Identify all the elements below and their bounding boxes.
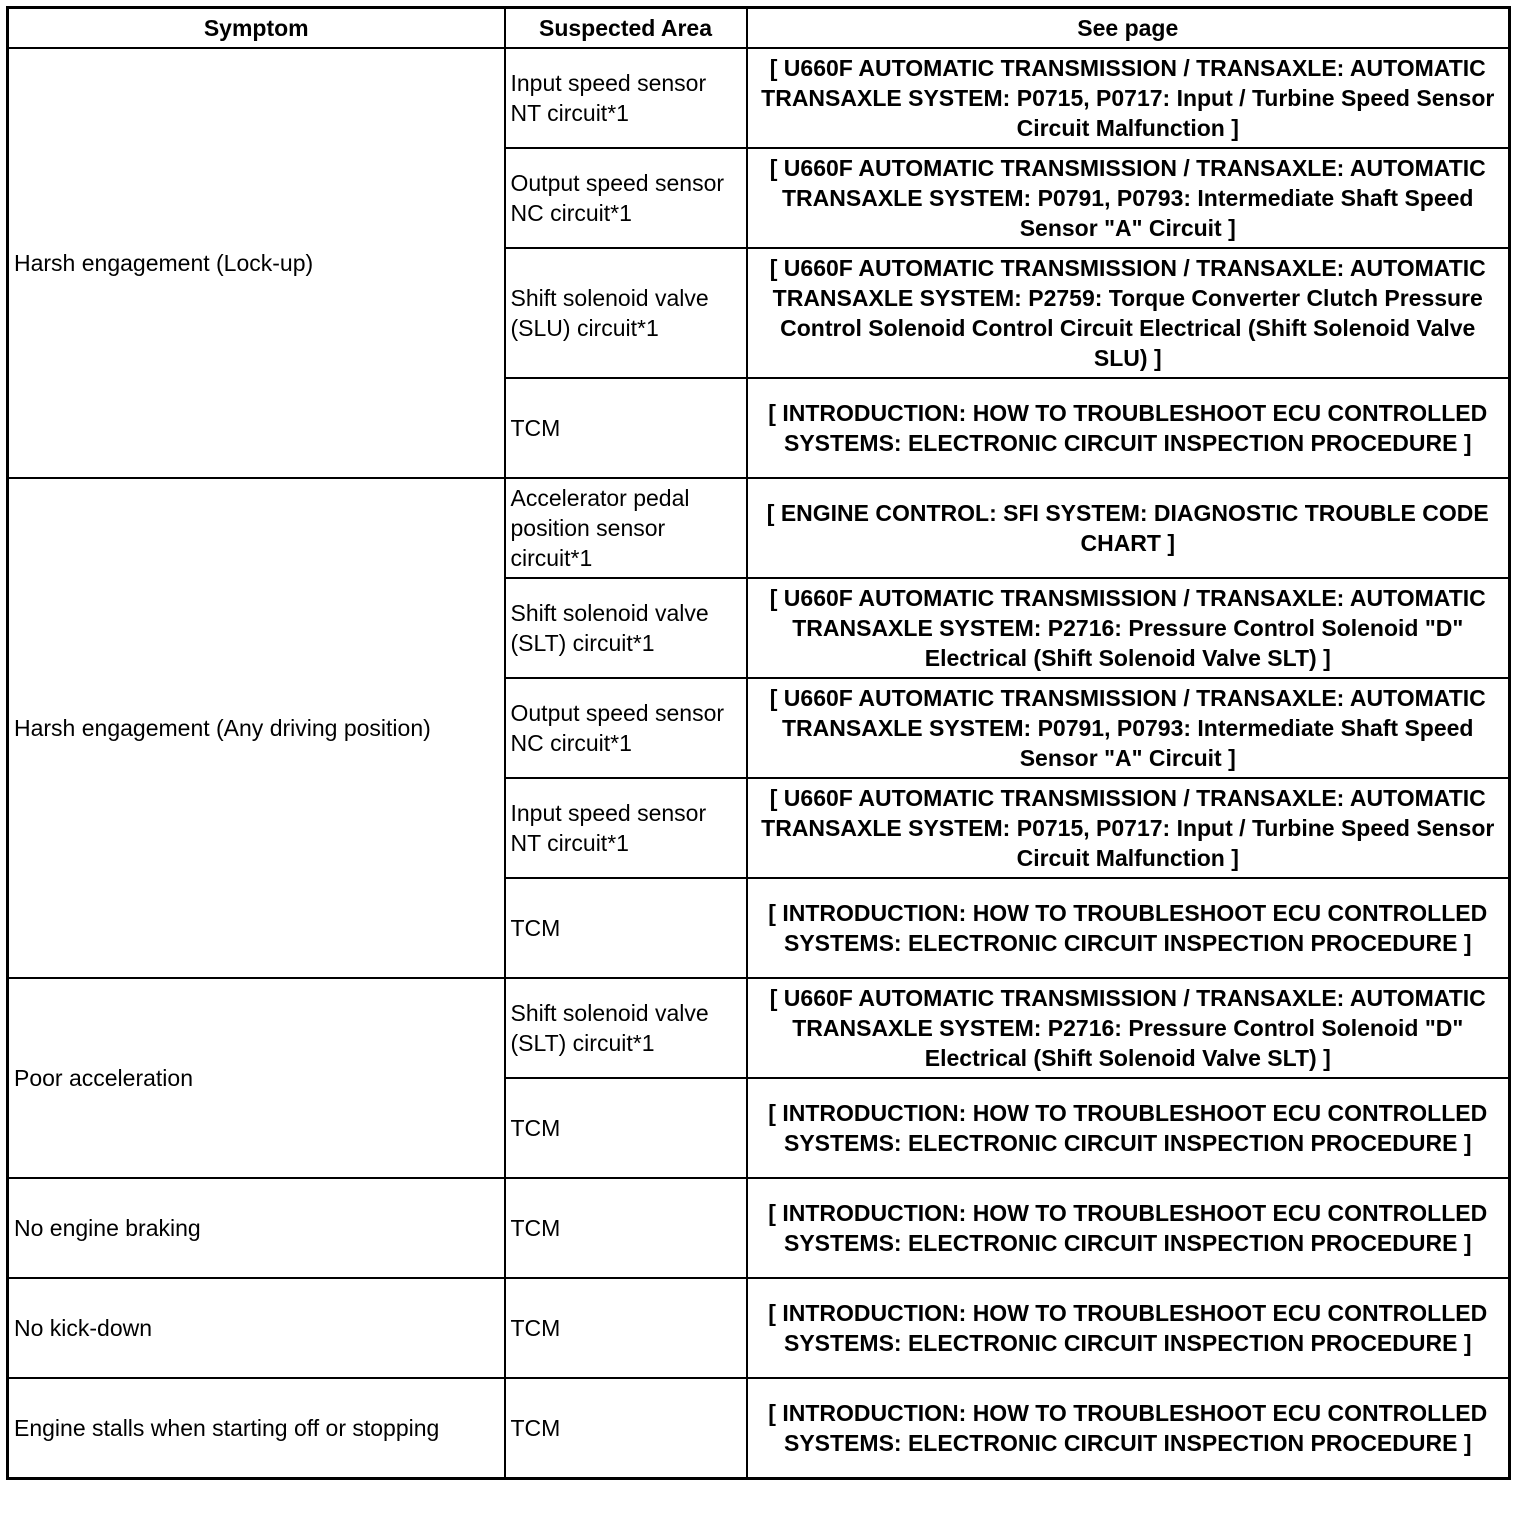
suspected-area-cell: TCM xyxy=(505,878,747,978)
table-row xyxy=(8,478,1510,578)
see-page-link[interactable]: [ INTRODUCTION: HOW TO TROUBLESHOOT ECU CONTROLLED SYSTEMS: ELECTRONIC CIRCUIT INSPECTION PROCEDURE ] xyxy=(747,1078,1510,1178)
see-page-link[interactable]: [ U660F AUTOMATIC TRANSMISSION / TRANSAXLE: AUTOMATIC TRANSAXLE SYSTEM: P0791, P0793: Intermediate Shaft Speed Sensor "A" Circuit ] xyxy=(747,678,1510,778)
symptom-table xyxy=(6,6,1511,1480)
header-see-page: See page xyxy=(747,8,1510,49)
see-page-link[interactable]: [ INTRODUCTION: HOW TO TROUBLESHOOT ECU CONTROLLED SYSTEMS: ELECTRONIC CIRCUIT INSPECTION PROCEDURE ] xyxy=(747,1178,1510,1278)
suspected-area-cell: Output speed sensor NC circuit*1 xyxy=(505,148,747,248)
suspected-area-cell: TCM xyxy=(505,1378,747,1479)
see-page-link[interactable]: [ U660F AUTOMATIC TRANSMISSION / TRANSAXLE: AUTOMATIC TRANSAXLE SYSTEM: P0715, P0717: Input / Turbine Speed Sensor Circuit Malfunction ] xyxy=(747,48,1510,148)
header-suspected-area: Suspected Area xyxy=(505,8,747,49)
see-page-link[interactable]: [ U660F AUTOMATIC TRANSMISSION / TRANSAXLE: AUTOMATIC TRANSAXLE SYSTEM: P2716: Pressure Control Solenoid "D" Electrical (Shift Solenoid Valve SLT) ] xyxy=(747,578,1510,678)
suspected-area-cell: Shift solenoid valve (SLT) circuit*1 xyxy=(505,978,747,1078)
suspected-area-cell: TCM xyxy=(505,1078,747,1178)
table-row xyxy=(8,1278,1510,1378)
table-row xyxy=(8,48,1510,148)
suspected-area-cell: Output speed sensor NC circuit*1 xyxy=(505,678,747,778)
table-row xyxy=(8,1178,1510,1278)
header-symptom: Symptom xyxy=(8,8,505,49)
suspected-area-cell: TCM xyxy=(505,1178,747,1278)
see-page-link[interactable]: [ INTRODUCTION: HOW TO TROUBLESHOOT ECU CONTROLLED SYSTEMS: ELECTRONIC CIRCUIT INSPECTION PROCEDURE ] xyxy=(747,378,1510,478)
see-page-link[interactable]: [ INTRODUCTION: HOW TO TROUBLESHOOT ECU CONTROLLED SYSTEMS: ELECTRONIC CIRCUIT INSPECTION PROCEDURE ] xyxy=(747,878,1510,978)
see-page-link[interactable]: [ U660F AUTOMATIC TRANSMISSION / TRANSAXLE: AUTOMATIC TRANSAXLE SYSTEM: P2759: Torque Converter Clutch Pressure Control Solenoid Control Circuit Electrical (Shift Solenoid Valve SLU) ] xyxy=(747,248,1510,378)
see-page-link[interactable]: [ INTRODUCTION: HOW TO TROUBLESHOOT ECU CONTROLLED SYSTEMS: ELECTRONIC CIRCUIT INSPECTION PROCEDURE ] xyxy=(747,1278,1510,1378)
symptom-cell: Engine stalls when starting off or stopping xyxy=(8,1378,505,1479)
symptom-cell: No engine braking xyxy=(8,1178,505,1278)
suspected-area-cell: TCM xyxy=(505,378,747,478)
suspected-area-cell: Shift solenoid valve (SLT) circuit*1 xyxy=(505,578,747,678)
suspected-area-cell: Shift solenoid valve (SLU) circuit*1 xyxy=(505,248,747,378)
suspected-area-cell: Input speed sensor NT circuit*1 xyxy=(505,48,747,148)
suspected-area-cell: Accelerator pedal position sensor circuit*1 xyxy=(505,478,747,578)
suspected-area-cell: Input speed sensor NT circuit*1 xyxy=(505,778,747,878)
table-row xyxy=(8,1378,1510,1479)
see-page-link[interactable]: [ U660F AUTOMATIC TRANSMISSION / TRANSAXLE: AUTOMATIC TRANSAXLE SYSTEM: P2716: Pressure Control Solenoid "D" Electrical (Shift Solenoid Valve SLT) ] xyxy=(747,978,1510,1078)
suspected-area-cell: TCM xyxy=(505,1278,747,1378)
table-row xyxy=(8,978,1510,1078)
symptom-cell: Harsh engagement (Any driving position) xyxy=(8,478,505,978)
symptom-cell: No kick-down xyxy=(8,1278,505,1378)
see-page-link[interactable]: [ INTRODUCTION: HOW TO TROUBLESHOOT ECU CONTROLLED SYSTEMS: ELECTRONIC CIRCUIT INSPECTION PROCEDURE ] xyxy=(747,1378,1510,1479)
symptom-cell: Poor acceleration xyxy=(8,978,505,1178)
see-page-link[interactable]: [ ENGINE CONTROL: SFI SYSTEM: DIAGNOSTIC TROUBLE CODE CHART ] xyxy=(747,478,1510,578)
see-page-link[interactable]: [ U660F AUTOMATIC TRANSMISSION / TRANSAXLE: AUTOMATIC TRANSAXLE SYSTEM: P0715, P0717: Input / Turbine Speed Sensor Circuit Malfunction ] xyxy=(747,778,1510,878)
header-row xyxy=(8,8,1510,49)
symptom-cell: Harsh engagement (Lock-up) xyxy=(8,48,505,478)
see-page-link[interactable]: [ U660F AUTOMATIC TRANSMISSION / TRANSAXLE: AUTOMATIC TRANSAXLE SYSTEM: P0791, P0793: Intermediate Shaft Speed Sensor "A" Circuit ] xyxy=(747,148,1510,248)
